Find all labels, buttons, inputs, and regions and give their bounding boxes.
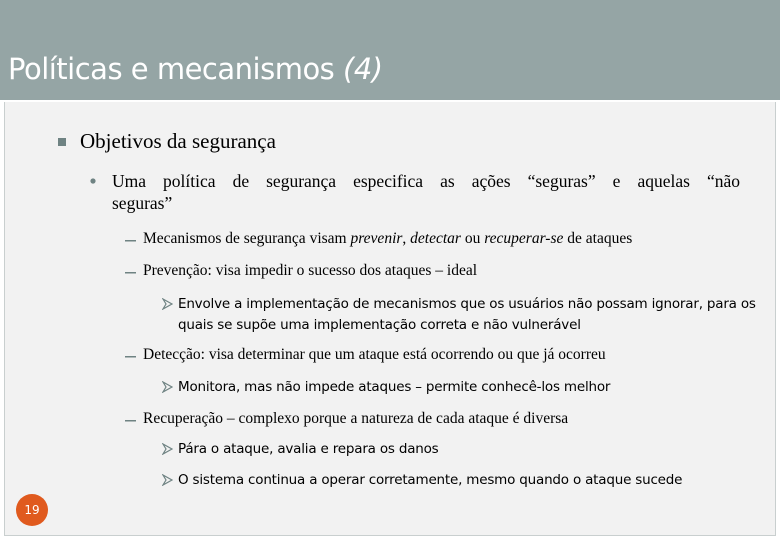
prevencao-sub-line-1: Envolve a implementação de mecanismos que os usuários não possam ignorar, para os xyxy=(178,296,756,312)
dash-bullet-icon xyxy=(125,355,137,359)
dash-bullet-icon xyxy=(125,271,137,275)
recuperacao-sub-1: Pára o ataque, avalia e repara os danos xyxy=(178,441,439,457)
recuperacao-text: Recuperação – complexo porque a natureza de cada ataque é diversa xyxy=(143,410,569,427)
deteccao-text: Detecção: visa determinar que um ataque está ocorrendo ou que já ocorreu xyxy=(143,346,606,363)
prevencao-sub-line-2: quais se supõe uma implementação correta e não vulnerável xyxy=(178,317,581,333)
arrowhead-bullet-icon xyxy=(162,474,173,486)
term-prevenir: prevenir xyxy=(350,230,403,247)
mecanismos-part2: de ataques xyxy=(563,230,633,247)
term-recuperar: recuperar-se xyxy=(484,230,564,247)
slide-title-text: Políticas e mecanismos xyxy=(8,52,335,86)
arrowhead-bullet-icon xyxy=(162,298,173,310)
mecanismos-ou: ou xyxy=(460,230,485,247)
mecanismos-text xyxy=(143,230,632,248)
term-detectar: detectar xyxy=(410,230,461,247)
square-bullet-icon xyxy=(57,137,67,147)
prevencao-text: Prevenção: visa impedir o sucesso dos ataques – ideal xyxy=(143,262,478,279)
recuperacao-sub-2: O sistema continua a operar corretamente, mesmo quando o ataque sucede xyxy=(178,472,683,488)
politica-line-2: seguras” xyxy=(112,193,173,213)
dash-bullet-icon xyxy=(125,239,137,243)
deteccao-sub: Monitora, mas não impede ataques – permite conhecê-los melhor xyxy=(178,379,611,395)
dash-bullet-icon xyxy=(125,419,137,423)
title-bar xyxy=(0,0,780,100)
slide-title-number: (4) xyxy=(343,52,383,86)
dot-bullet-icon xyxy=(89,177,97,185)
heading-objetivos: Objetivos da segurança xyxy=(80,129,276,153)
politica-line-1: Uma política de segurança especifica as ações “seguras” e aquelas “não xyxy=(112,171,740,191)
arrowhead-bullet-icon xyxy=(162,443,173,455)
mecanismos-comma: , xyxy=(402,230,411,247)
slide-title xyxy=(8,52,383,86)
arrowhead-bullet-icon xyxy=(162,381,173,393)
mecanismos-part1: Mecanismos de segurança visam xyxy=(143,230,351,247)
page-number-badge: 19 xyxy=(16,494,48,526)
